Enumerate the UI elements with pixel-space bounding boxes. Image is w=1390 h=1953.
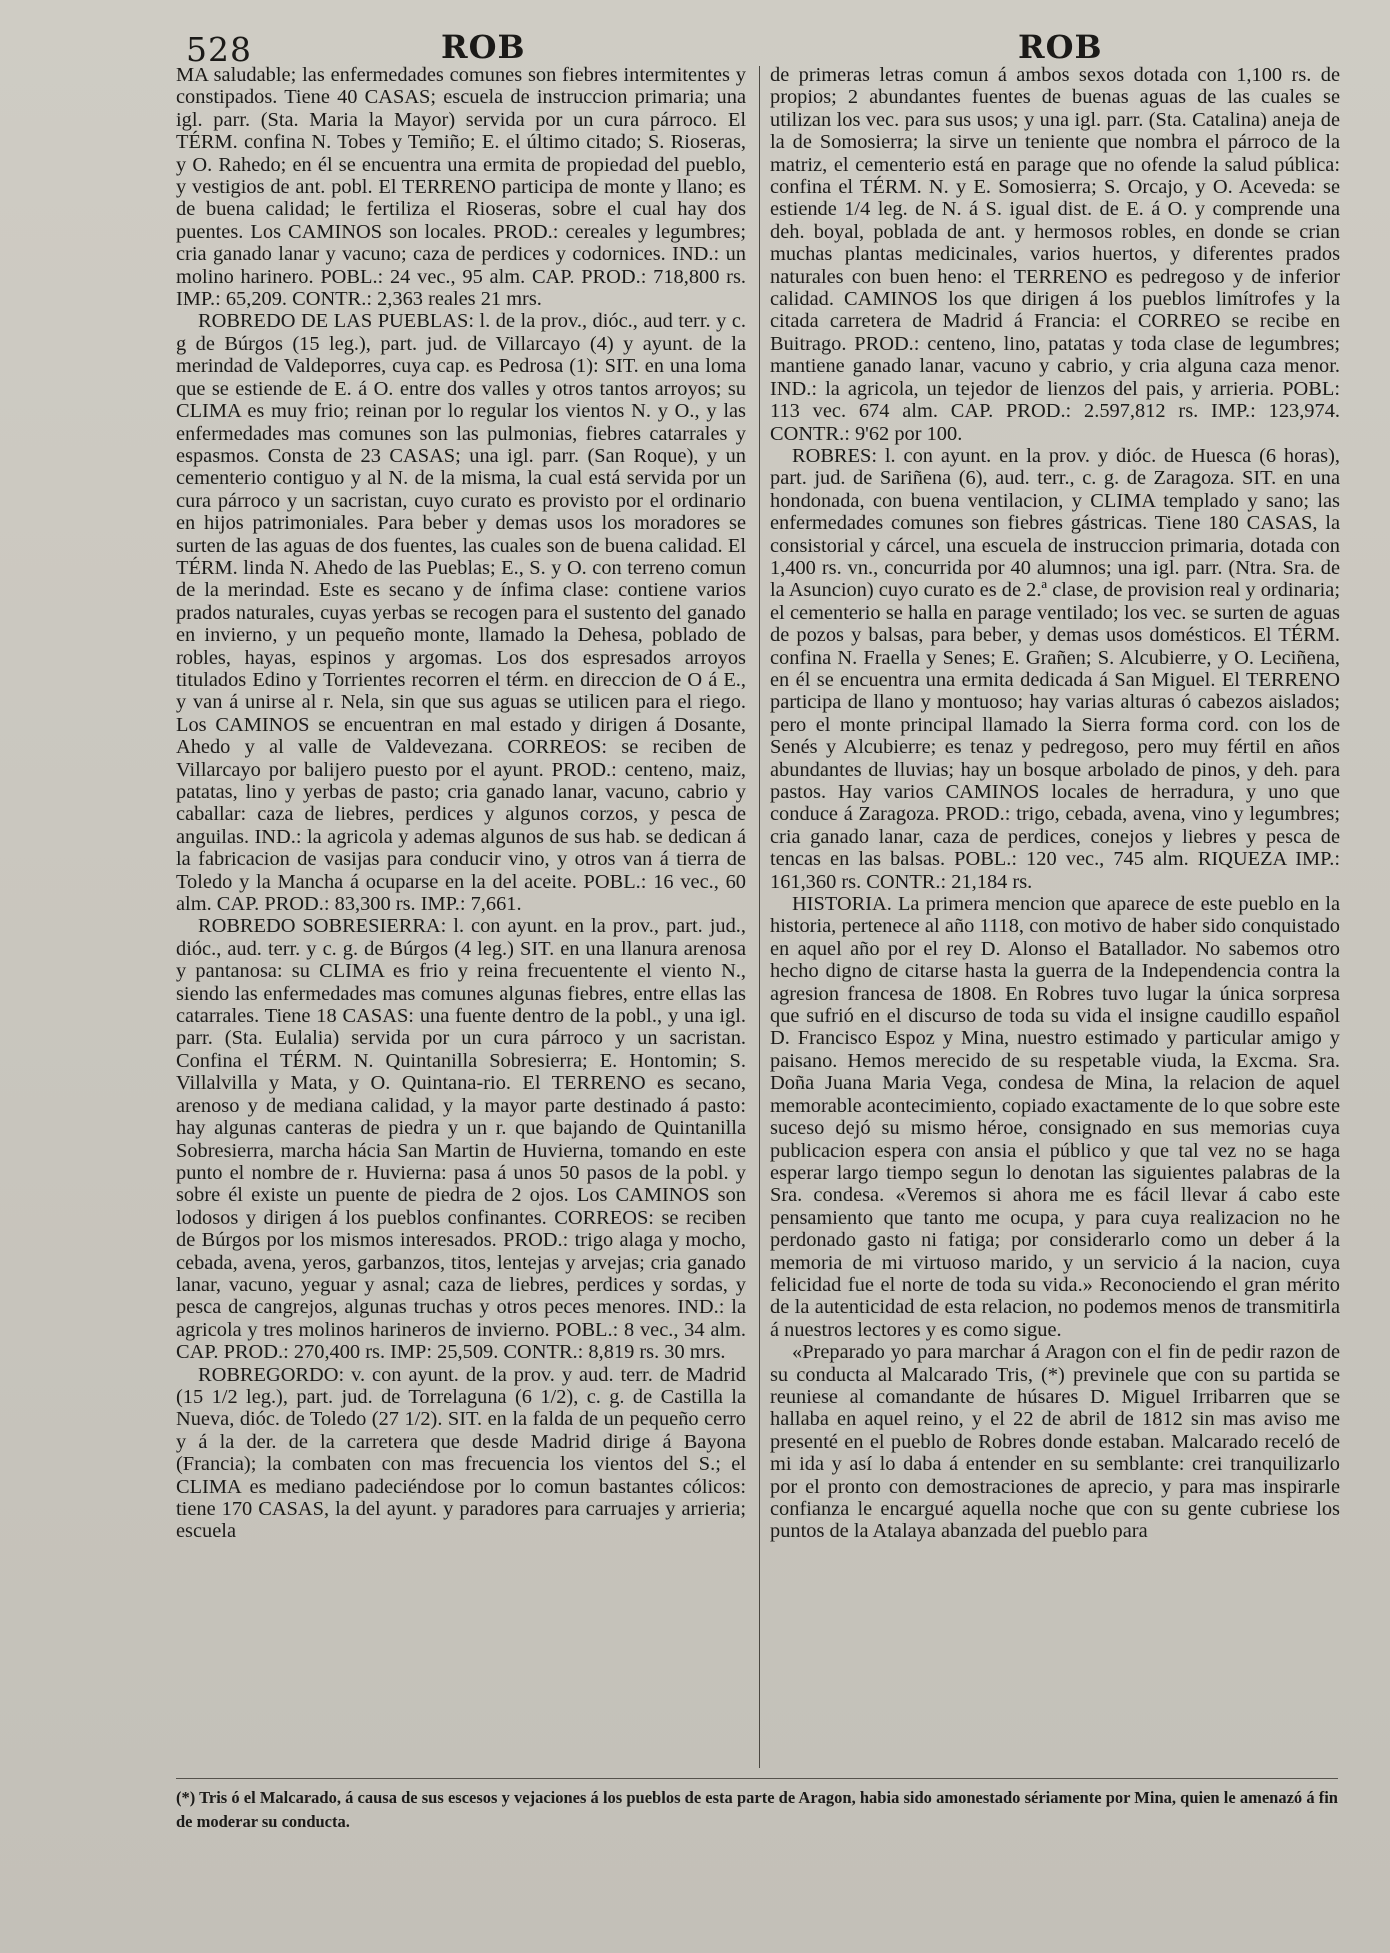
- entry-continuation: MA saludable; las enfermedades comunes son fiebres intermitentes y constipados. Tiene 40 CASAS; escuela de instruccion primaria; una igl. parr. (Sta. Maria la Mayor) servida por un cura párroco. El TÉRM. confina N. Tobes y Temiño; E. el último citado; S. Rioseras, y O. Rahedo; en él se encuentra una ermita de propiedad del pueblo, y vestigios de ant. pobl. El TERRENO participa de monte y llano; es de buena calidad; le fertiliza el Rioseras, sobre el cual hay dos puentes. Los CAMINOS son locales. PROD.: cereales y legumbres; cria ganado lanar y vacuno; caza de perdices y codornices. IND.: un molino harinero. POBL.: 24 vec., 95 alm. CAP. PROD.: 718,800 rs. IMP.: 65,209. CONTR.: 2,363 reales 21 mrs.: [176, 64, 746, 311]
- running-head-left: ROB: [441, 28, 526, 66]
- page-number: 528: [186, 30, 252, 69]
- footnote-divider: [176, 1778, 1338, 1779]
- column-divider: [759, 66, 760, 1768]
- running-head-right: ROB: [1018, 28, 1103, 66]
- historia-paragraph: HISTORIA. La primera mencion que aparece de este pueblo en la historia, pertenece al año 1118, con motivo de haber sido conquistado en aquel año por el rey D. Alonso el Batallador. No sabemos otro hecho digno de citarse hasta la guerra de la Independencia contra la agresion francesa de 1808. En Robres tuvo lugar la única sorpresa que sufrió en el discurso de toda su vida el insigne caudillo español D. Francisco Espoz y Mina, nuestro estimado y particular amigo y paisano. Hemos merecido de su respetable viuda, la Excma. Sra. Doña Juana Maria Vega, condesa de Mina, la relacion de aquel memorable acontecimiento, copiado exactamente de lo que sobre este suceso dejó su mismo héroe, consignado en sus memorias cuya publicacion espera con ansia el público y que tal vez no se haga esperar largo tiempo segun lo denotan las siguientes palabras de la Sra. condesa. «Veremos si ahora me es fácil llevar á cabo este pensamiento que tanto me ocupa, y para cuya realizacion no he perdonado gasto ni fatiga; por considerarlo como un deber á la memoria de mi virtuoso marido, y un servicio á la nacion, cuya felicidad fue el norte de toda su vida.» Reconociendo el gran mérito de la autenticidad de esta relacion, no podemos menos de transmitirla á nuestros lectores y es como sigue.: [770, 893, 1340, 1341]
- entry-robredo-de-las-pueblas: ROBREDO DE LAS PUEBLAS: l. de la prov., dióc., aud terr. y c. g de Búrgos (15 leg.), part. jud. de Villarcayo (4) y ayunt. de la merindad de Valdeporres, cuya cap. es Pedrosa (1): SIT. en una loma que se estiende de E. á O. entre dos valles y otros tantos arroyos; su CLIMA es muy frio; reinan por lo regular los vientos N. y O., y las enfermedades mas comunes son las pulmonias, fiebres catarrales y espasmos. Consta de 23 CASAS; una igl. parr. (San Roque), y un cementerio contiguo y al N. de la misma, la cual está servida por un cura párroco y un sacristan, cuyo curato es provisto por el ordinario en hijos patrimoniales. Para beber y demas usos los moradores se surten de las aguas de dos fuentes, las cuales son de buena calidad. El TÉRM. linda N. Ahedo de las Pueblas; E., S. y O. con terreno comun de la merindad. Este es secano y de ínfima clase: contiene varios prados naturales, cuyas yerbas se recogen para el sustento del ganado en invierno, y un pequeño monte, llamado la Dehesa, poblado de robles, hayas, espinos y argomas. Los dos espresados arroyos titulados Edino y Torrientes recorren el térm. en direccion de O á E., y van á unirse al r. Nela, sin que sus aguas se utilicen para el riego. Los CAMINOS se encuentran en mal estado y dirigen á Dosante, Ahedo y al valle de Valdevezana. CORREOS: se reciben de Villarcayo por balijero puesto por el ayunt. PROD.: centeno, maiz, patatas, lino y yerbas de pasto; cria ganado lanar, vacuno, cabrio y caballar: caza de liebres, perdices y algunos corzos, y pesca de anguilas. IND.: la agricola y ademas algunos de sus hab. se dedican á la fabricacion de vasijas para conducir vino, y otros van á tierra de Toledo y la Mancha á ocuparse en la del aceite. POBL.: 16 vec., 60 alm. CAP. PROD.: 83,300 rs. IMP.: 7,661.: [176, 310, 746, 916]
- left-column: [176, 64, 746, 1770]
- footnote: (*) Tris ó el Malcarado, á causa de sus escesos y vejaciones á los pueblos de esta parte de Aragon, habia sido amonestado sériamente por Mina, quien le amenazó á fin de moderar su conducta.: [176, 1788, 1338, 1831]
- entry-robregordo: ROBREGORDO: v. con ayunt. de la prov. y aud. terr. de Madrid (15 1/2 leg.), part. jud. de Torrelaguna (6 1/2), c. g. de Castilla la Nueva, dióc. de Toledo (27 1/2). SIT. en la falda de un pequeño cerro y á la der. de la carretera que desde Madrid dirige á Bayona (Francia); la combaten con mas frecuencia los vientos del S.; el CLIMA es mediano padeciéndose por lo comun bastantes cólicos: tiene 170 CASAS, la del ayunt. y paradores para carruajes y arrieria; escuela: [176, 1363, 746, 1543]
- entry-robredo-sobresierra: ROBREDO SOBRESIERRA: l. con ayunt. en la prov., part. jud., dióc., aud. terr. y c. g. de Búrgos (4 leg.) SIT. en una llanura arenosa y pantanosa: su CLIMA es frio y reina frecuentente el viento N., siendo las enfermedades mas comunes algunas fiebres, entre ellas las catarrales. Tiene 18 CASAS: una fuente dentro de la pobl., y una igl. parr. (Sta. Eulalia) servida por un cura párroco y un sacristan. Confina el TÉRM. N. Quintanilla Sobresierra; E. Hontomin; S. Villalvilla y Mata, y O. Quintana-rio. El TERRENO es secano, arenoso y de mediana calidad, y la mayor parte destinado á pasto: hay algunas canteras de piedra y un r. que bajando de Quintanilla Sobresierra, marcha hácia San Martin de Huvierna, tomando en este punto el nombre de r. Huvierna: pasa á unos 50 pasos de la pobl. y sobre él existe un puente de piedra de 2 ojos. Los CAMINOS son lodosos y dirigen á los pueblos confinantes. CORREOS: se reciben de Búrgos por los mismos interesados. PROD.: trigo alaga y mocho, cebada, avena, yeros, garbanzos, titos, lentejas y arvejas; cria ganado lanar, vacuno, yeguar y asnal; caza de liebres, perdices y sordas, y pesca de cangrejos, algunas truchas y otros peces menores. IND.: la agricola y tres molinos harineros de invierno. POBL.: 8 vec., 34 alm. CAP. PROD.: 270,400 rs. IMP: 25,509. CONTR.: 8,819 rs. 30 mrs.: [176, 915, 746, 1364]
- quoted-narrative-paragraph: «Preparado yo para marchar á Aragon con el fin de pedir razon de su conducta al Malcarado Tris, (*) previnele que con su partida se reuniese al comandante de húsares D. Miguel Irribarren que se hallaba en aquel reino, y el 22 de abril de 1812 sin mas aviso me presenté en el pueblo de Robres donde estaban. Malcarado receló de mi ida y así lo daba á entender en su semblante: crei tranquilizarlo por el pronto con demostraciones de aprecio, y para mas inspirarle confianza le encargué aquella noche que con su gente cubriese los puntos de la Atalaya abanzada del pueblo para: [770, 1341, 1340, 1543]
- right-column: [770, 64, 1340, 1770]
- entry-robres: ROBRES: l. con ayunt. en la prov. y dióc. de Huesca (6 horas), part. jud. de Sariñena (6), aud. terr., c. g. de Zaragoza. SIT. en una hondonada, con buena ventilacion, y CLIMA templado y sano; las enfermedades comunes son fiebres gástricas. Tiene 180 CASAS, la consistorial y cárcel, una escuela de instruccion primaria, dotada con 1,400 rs. vn., concurrida por 40 alumnos; una igl. parr. (Ntra. Sra. de la Asuncion) cuyo curato es de 2.ª clase, de provision real y ordinaria; el cementerio se halla en parage ventilado; los vec. se surten de aguas de pozos y balsas, para beber, y demas usos domésticos. El TÉRM. confina N. Fraella y Senes; E. Grañen; S. Alcubierre, y O. Leciñena, en él se encuentra una ermita dedicada á San Miguel. El TERRENO participa de llano y montuoso; hay varias alturas ó cabezos aislados; pero el monte principal llamado la Sierra forma cord. con los de Senés y Alcubierre; es tenaz y pedregoso, pero muy fértil en años abundantes de lluvias; hay un bosque arbolado de pinos, y deh. para pastos. Hay varios CAMINOS locales de herradura, y uno que conduce á Zaragoza. PROD.: trigo, cebada, avena, vino y legumbres; cria ganado lanar, caza de perdices, conejos y liebres y pesca de tencas en las balsas. POBL.: 120 vec., 745 alm. RIQUEZA IMP.: 161,360 rs. CONTR.: 21,184 rs.: [770, 444, 1340, 893]
- entry-robregordo-continuation: de primeras letras comun á ambos sexos dotada con 1,100 rs. de propios; 2 abundantes fuentes de buenas aguas de las cuales se utilizan los vec. para sus usos; y una igl. parr. (Sta. Catalina) aneja de la de Somosierra; la sirve un teniente que nombra el párroco de la matriz, el cementerio está en parage que no ofende la salud pública: confina el TÉRM. N. y E. Somosierra; S. Orcajo, y O. Aceveda: se estiende 1/4 leg. de N. á S. igual dist. de E. á O. y comprende una deh. boyal, poblada de ant. y hermosos robles, en donde se crian muchas plantas medicinales, varios huertos, y diferentes prados naturales con buen heno: el TERRENO es pedregoso y de inferior calidad. CAMINOS los que dirigen á los pueblos limítrofes y la citada carretera de Madrid á Francia: el CORREO se recibe en Buitrago. PROD.: centeno, lino, patatas y toda clase de legumbres; mantiene ganado lanar, vacuno y cabrio, y cria alguna caza menor. IND.: la agricola, un tejedor de lienzos del pais, y arrieria. POBL: 113 vec. 674 alm. CAP. PROD.: 2.597,812 rs. IMP.: 123,974. CONTR.: 9'62 por 100.: [770, 64, 1340, 445]
